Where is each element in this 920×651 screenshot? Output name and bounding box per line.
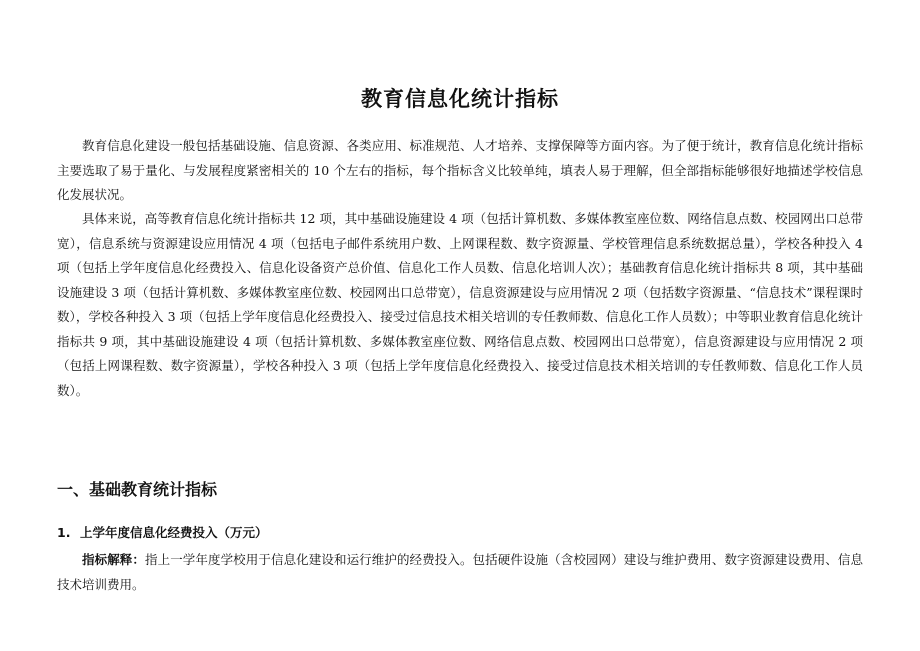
intro-paragraph: 教育信息化建设一般包括基础设施、信息资源、各类应用、标准规范、人才培养、支撑保障等方面内容。为了便于统计，教育信息化统计指标主要选取了易于量化、与发展程度紧密相关的 10 个左右的指标，每个指标含义比较单纯，填表人易于理解，但全部指标能够很好地描述学校信息化发展状况。	[57, 138, 863, 202]
indicator-title: 上学年度信息化经费投入（万元）	[80, 525, 268, 540]
indicator-heading	[57, 523, 268, 541]
document-title: 教育信息化统计指标	[361, 87, 559, 111]
explanation-label: 指标解释：	[82, 552, 145, 567]
indicator-number: 1.	[57, 525, 71, 540]
indicator-explanation	[57, 548, 863, 597]
section-heading: 一、基础教育统计指标	[57, 480, 218, 499]
explanation-text: 指上一学年度学校用于信息化建设和运行维护的经费投入。包括硬件设施（含校园网）建设与维护费用、数字资源建设费用、信息技术培训费用。	[57, 552, 863, 592]
details-paragraph: 具体来说，高等教育信息化统计指标共 12 项，其中基础设施建设 4 项（包括计算机数、多媒体教室座位数、网络信息点数、校园网出口总带宽），信息系统与资源建设应用情况 4 项（包括电子邮件系统用户数、上网课程数、数字资源量、学校管理信息系统数据总量），学校各种投入 4 项（包括上学年度信息化经费投入、信息化设备资产总价值、信息化工作人员数、信息化培训人次）；基础教育信息化统计指标共 8 项，其中基础设施建设 3 项（包括计算机数、多媒体教室座位数、校园网出口总带宽），信息资源建设与应用情况 2 项（包括数字资源量、“信息技术”课程课时数），学校各种投入 3 项（包括上学年度信息化经费投入、接受过信息技术相关培训的专任教师数、信息化工作人员数）；中等职业教育信息化统计指标共 9 项，其中基础设施建设 4 项（包括计算机数、多媒体教室座位数、网络信息点数、校园网出口总带宽），信息资源建设与应用情况 2 项（包括上网课程数、数字资源量），学校各种投入 3 项（包括上学年度信息化经费投入、接受过信息技术相关培训的专任教师数、信息化工作人员数）。	[57, 211, 863, 398]
